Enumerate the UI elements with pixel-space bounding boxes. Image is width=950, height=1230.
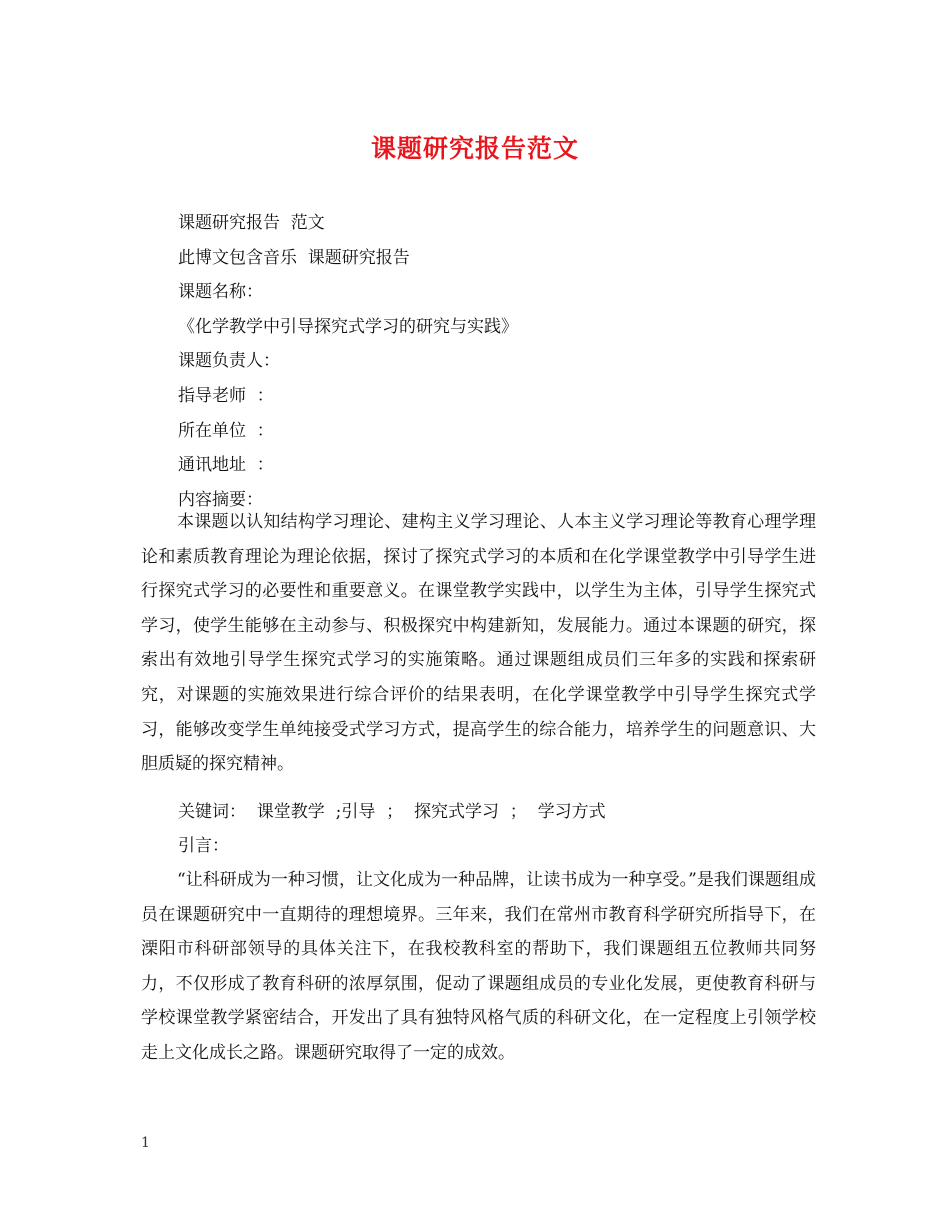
intro-heading: 引言： (178, 836, 229, 856)
meta-line: 通讯地址 ： (178, 455, 274, 476)
abstract-paragraph: 本课题以认知结构学习理论、建构主义学习理论、人本主义学习理论等教育心理学理论和素质教育理论为理论依据，探讨了探究式学习的本质和在化学课堂教学中引导学生进行探究式学习的必要性和重要意义。在课堂教学实践中，以学生为主体，引导学生探究式学习，使学生能够在主动参与、积极探究中构建新知，发展能力。通过本课题的研究，探索出有效地引导学生探究式学习的实施策略。通过课题组成员们三年多的实践和探索研究，对课题的实施效果进行综合评价的结果表明，在化学课堂教学中引导学生探究式学习，能够改变学生单纯接受式学习方式，提高学生的综合能力，培养学生的问题意识、大胆质疑的探究精神。 (141, 512, 816, 775)
meta-line: 课题名称： (178, 282, 263, 303)
keywords-line: 关键词： 课堂教学 ;引导 ； 探究式学习 ； 学习方式 (178, 802, 606, 822)
meta-line: 《化学教学中引导探究式学习的研究与实践》 (178, 316, 518, 337)
meta-line: 指导老师 ： (178, 385, 274, 406)
intro-paragraph: “让科研成为一种习惯，让文化成为一种品牌，让读书成为一种享受。”是我们课题组成员在课题研究中一直期待的理想境界。三年来，我们在常州市教育科学研究所指导下，在溧阳市科研部领导的具体关注下，在我校教科室的帮助下，我们课题组五位教师共同努力，不仅形成了教育科研的浓厚氛围，促动了课题组成员的专业化发展，更使教育科研与学校课堂教学紧密结合，开发出了具有独特风格气质的科研文化，在一定程度上引领学校走上文化成长之路。课题研究取得了一定的成效。 (141, 870, 816, 1063)
meta-line: 所在单位 ： (178, 420, 274, 441)
page-number: 1 (141, 1135, 150, 1151)
meta-line: 此博文包含音乐 课题研究报告 (178, 247, 410, 268)
meta-line: 内容摘要： (178, 489, 263, 510)
meta-line: 课题研究报告 范文 (178, 213, 325, 233)
meta-line: 课题负责人： (178, 351, 280, 372)
document-title: 课题研究报告范文 (370, 134, 579, 163)
meta-block (178, 206, 818, 517)
